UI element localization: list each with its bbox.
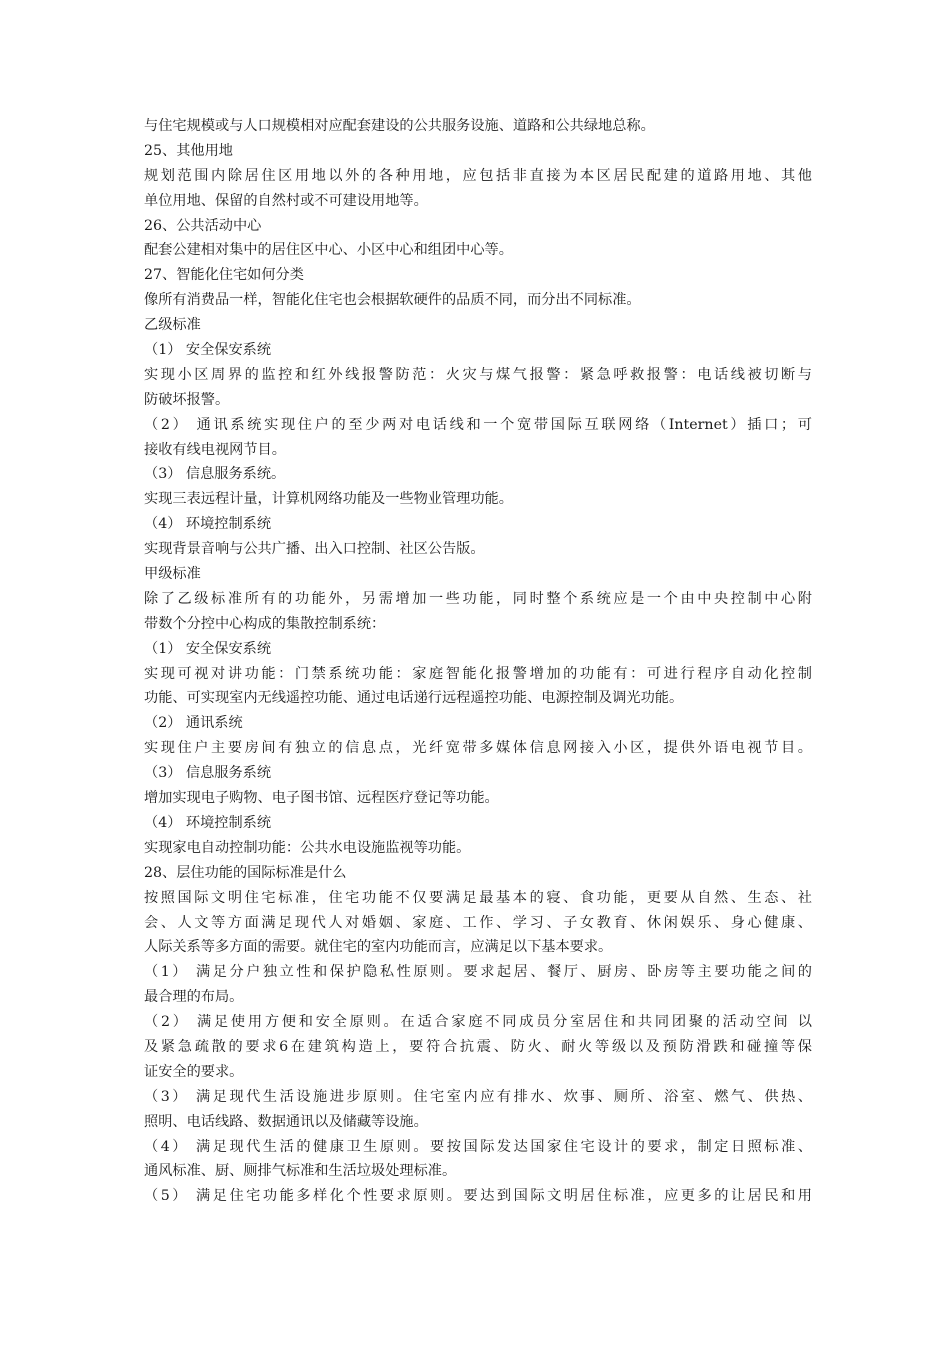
list-item-heading: （3） 信息服务系统 xyxy=(144,765,272,782)
text-line: 除了乙级标准所有的功能外，另需增加一些功能，同时整个系统应是一个由中央控制中心附 xyxy=(144,590,812,607)
text-line: 规划范围内除居住区用地以外的各种用地，应包括非直接为本区居民配建的道路用地、其他 xyxy=(144,167,812,184)
section-heading-27: 27、智能化住宅如何分类 xyxy=(144,267,304,284)
list-item-heading: （3） 信息服务系统。 xyxy=(144,466,286,483)
list-item-heading: （1） 安全保安系统 xyxy=(144,640,272,657)
text-line: 接收有线电视网节目。 xyxy=(144,441,286,458)
text-line: 通风标准、厨、厕排气标准和生活垃圾处理标准。 xyxy=(144,1163,457,1180)
list-item-text: （4） 满足现代生活的健康卫生原则。要按国际发达国家住宅设计的要求，制定日照标准、 xyxy=(144,1138,812,1155)
text-line: 人际关系等多方面的需要。就住宅的室内功能而言，应满足以下基本要求。 xyxy=(144,939,613,956)
text-line: 带数个分控中心构成的集散控制系统： xyxy=(144,615,386,632)
text-line: 单位用地、保留的自然村或不可建设用地等。 xyxy=(144,192,428,209)
list-item-heading: （4） 环境控制系统 xyxy=(144,814,272,831)
text-line: 最合理的布局。 xyxy=(144,989,244,1006)
text-line: 及紧急疏散的要求6在建筑构造上，要符合抗震、防火、耐火等级以及预防滑跌和碰撞等保 xyxy=(144,1038,812,1055)
section-heading-26: 26、公共活动中心 xyxy=(144,217,262,234)
text-line: 会、人文等方面满足现代人对婚姻、家庭、工作、学习、子女教育、休闲娱乐、身心健康、 xyxy=(144,914,812,931)
text-line: 功能、可实现室内无线遥控功能、通过电话递行远程遥控功能、电源控制及调光功能。 xyxy=(144,690,684,707)
text-line: 证安全的要求。 xyxy=(144,1063,244,1080)
text-line: 按照国际文明住宅标准，住宅功能不仅要满足最基本的寝、食功能，更要从自然、生态、社 xyxy=(144,889,812,906)
list-item-text: （3） 满足现代生活设施进步原则。住宅室内应有排水、炊事、厕所、浴室、燃气、供热、 xyxy=(144,1088,812,1105)
list-item-heading: （4） 环境控制系统 xyxy=(144,516,272,533)
subheading-grade-b: 乙级标准 xyxy=(144,317,201,334)
text-line: 照明、电话线路、数据通讯以及储藏等设施。 xyxy=(144,1113,428,1130)
list-item-text: （2） 满足使用方便和安全原则。在适合家庭不同成员分室居住和共同团聚的活动空间 以 xyxy=(144,1014,812,1031)
list-item-heading: （1） 安全保安系统 xyxy=(144,342,272,359)
list-item-heading: （2） 通讯系统实现住户的至少两对电话线和一个宽带国际互联网络（Internet）插口；可 xyxy=(144,416,812,433)
subheading-grade-a: 甲级标准 xyxy=(144,566,201,583)
section-heading-25: 25、其他用地 xyxy=(144,142,233,159)
list-item-text: （1） 满足分户独立性和保护隐私性原则。要求起居、餐厅、厨房、卧房等主要功能之间的 xyxy=(144,964,812,981)
text-line: 配套公建相对集中的居住区中心、小区中心和组团中心等。 xyxy=(144,242,513,259)
text-line: 像所有消费品一样，智能化住宅也会根据软硬件的品质不同，而分出不同标准。 xyxy=(144,292,641,309)
text-line: 实现可视对讲功能：门禁系统功能：家庭智能化报警增加的功能有：可进行程序自动化控制 xyxy=(144,665,812,682)
list-item-heading: （2） 通讯系统 xyxy=(144,715,243,732)
text-line: 实现背景音响与公共广播、出入口控制、社区公告版。 xyxy=(144,541,485,558)
document-page xyxy=(144,114,812,1209)
list-item-text: （5） 满足住宅功能多样化个性要求原则。要达到国际文明居住标准，应更多的让居民和用 xyxy=(144,1188,812,1205)
text-line: 实现住户主要房间有独立的信息点，光纤宽带多媒体信息网接入小区，提供外语电视节目。 xyxy=(144,740,812,757)
text-line: 防破坏报警。 xyxy=(144,391,230,408)
section-heading-28: 28、层住功能的国际标准是什么 xyxy=(144,864,347,881)
text-line: 实现小区周界的监控和红外线报警防范：火灾与煤气报警：紧急呼救报警：电话线被切断与 xyxy=(144,366,812,383)
text-line: 增加实现电子购物、电子图书馆、远程医疗登记等功能。 xyxy=(144,790,499,807)
text-line: 实现三表远程计量，计算机网络功能及一些物业管理功能。 xyxy=(144,491,513,508)
text-line: 与住宅规模或与人口规模相对应配套建设的公共服务设施、道路和公共绿地总称。 xyxy=(144,118,655,134)
text-line: 实现家电自动控制功能：公共水电设施监视等功能。 xyxy=(144,839,471,856)
